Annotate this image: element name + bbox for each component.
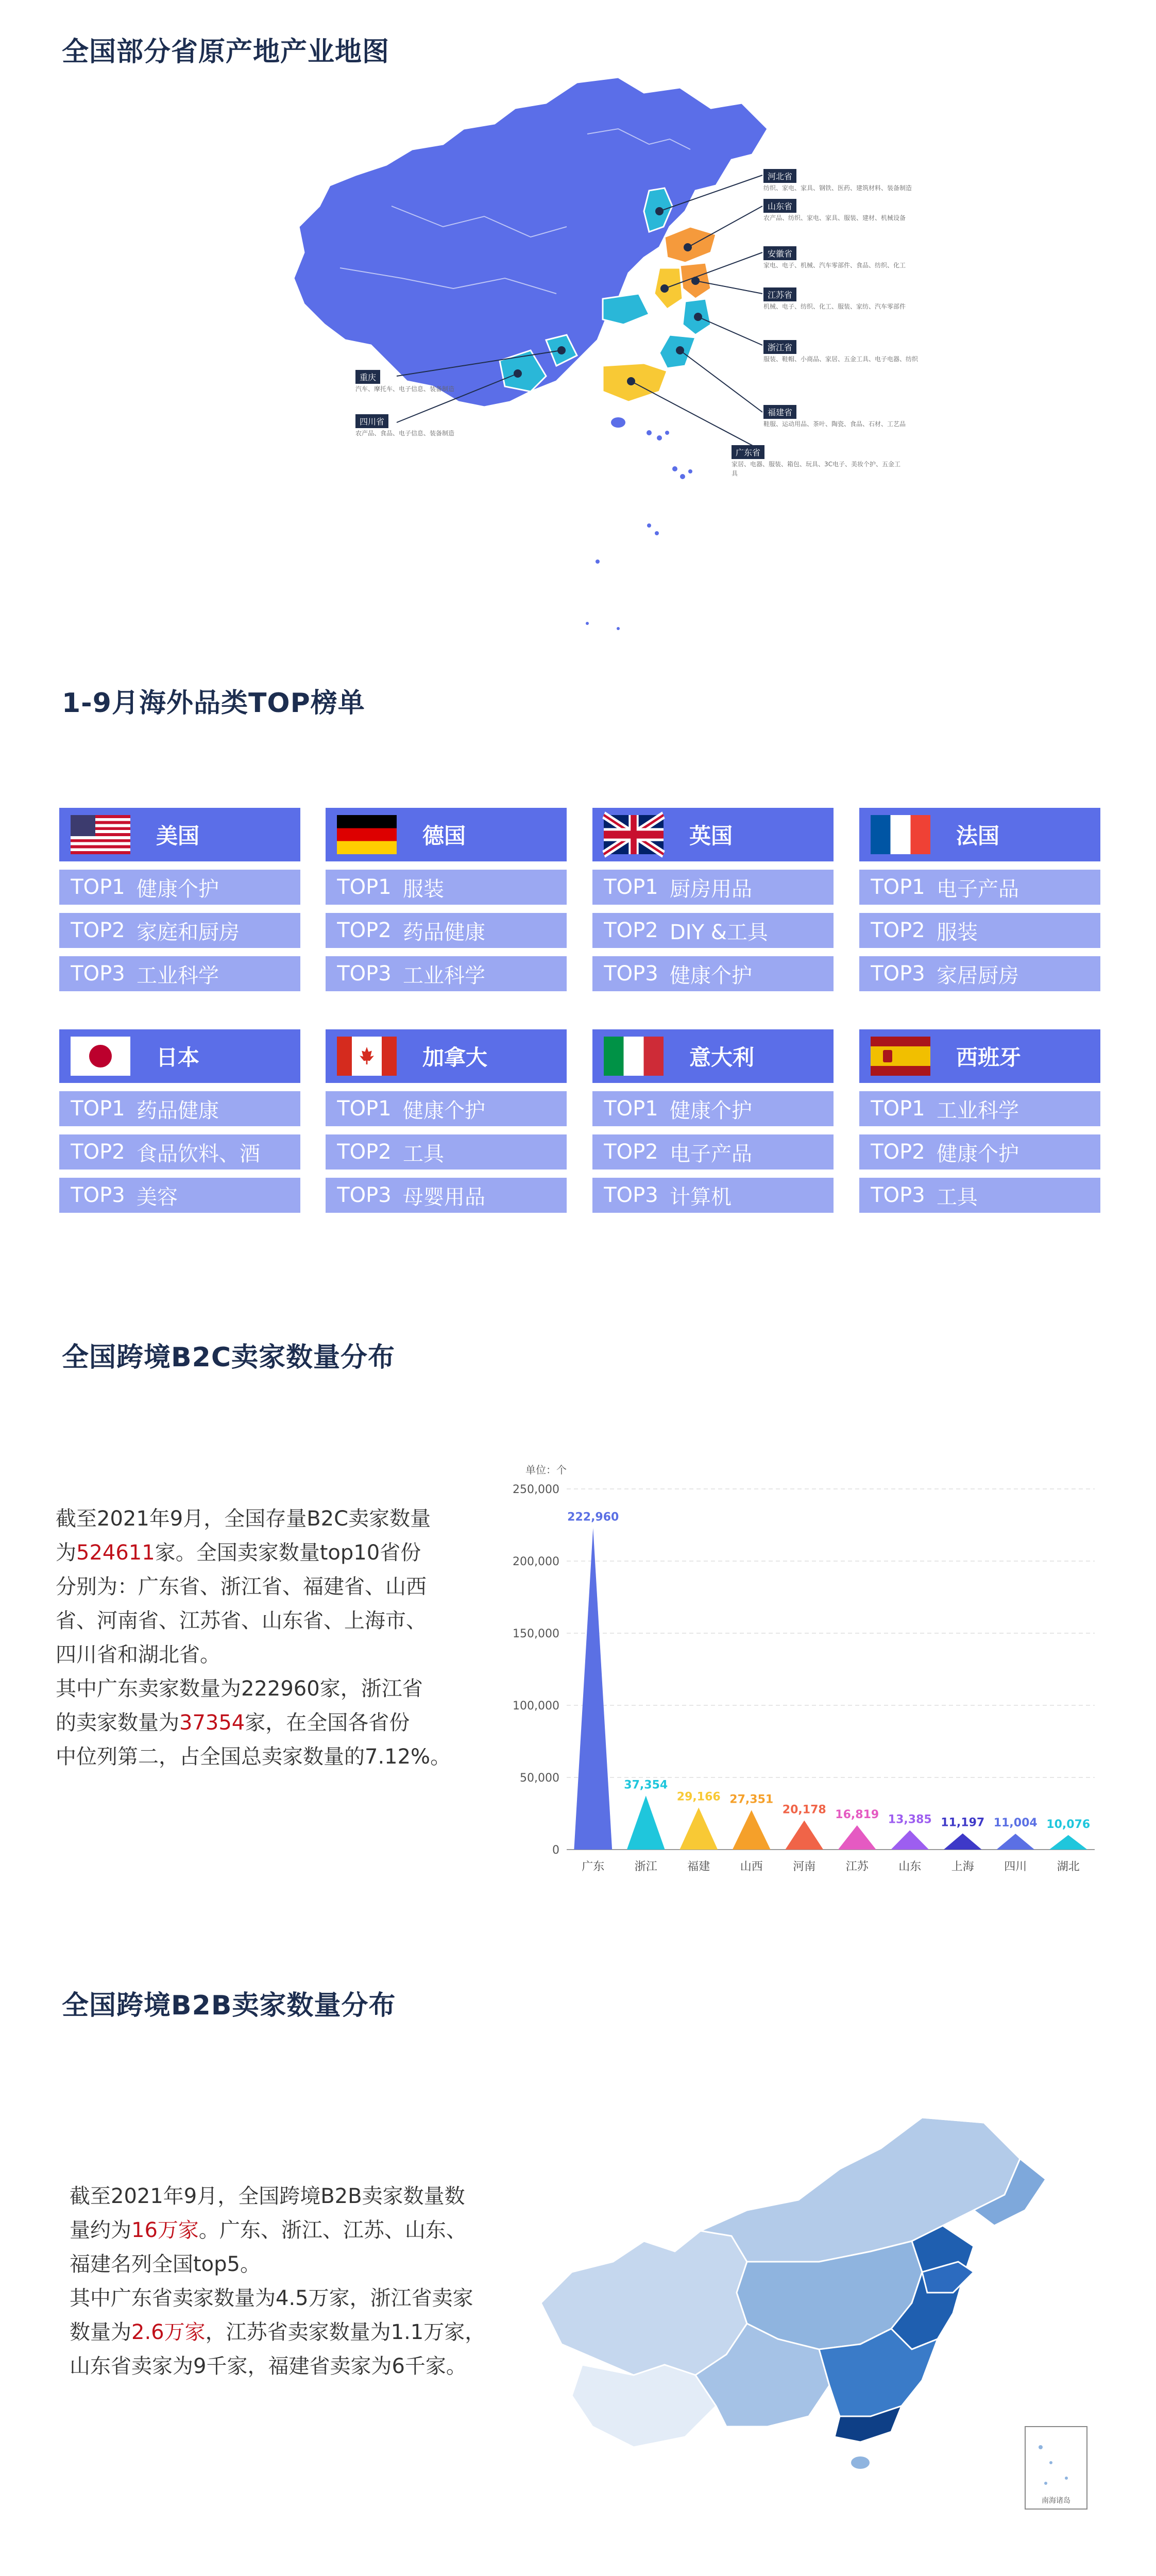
label-hebei-desc: 纺织、家电、家具、钢铁、医药、建筑材料、装备制造 — [763, 184, 912, 192]
para-text: 四川省和湖北省。 — [56, 1643, 220, 1667]
para-line — [56, 1672, 478, 1706]
category-name: 美容 — [137, 1185, 178, 1209]
country-name: 英国 — [689, 823, 733, 849]
category-rank: TOP3 — [604, 962, 658, 986]
label-sichuan-desc: 农产品、食品、电子信息、装备制造 — [355, 430, 455, 437]
category-name: 健康个护 — [403, 1098, 485, 1123]
country-card-jp — [59, 1029, 300, 1213]
category-row — [326, 1091, 567, 1126]
data-label: 29,166 — [676, 1790, 721, 1804]
bar — [733, 1810, 771, 1850]
x-tick-label: 广东 — [582, 1860, 605, 1873]
para-text: 家。全国卖家数量top10省份 — [155, 1541, 421, 1565]
bar — [996, 1834, 1034, 1850]
category-name: 服装 — [937, 920, 978, 944]
category-rank: TOP3 — [71, 962, 125, 986]
category-name: 健康个护 — [670, 963, 752, 988]
country-name: 德国 — [422, 823, 466, 849]
category-rank: TOP3 — [871, 1183, 925, 1207]
y-tick-label: 200,000 — [513, 1555, 559, 1568]
data-label: 27,351 — [729, 1793, 774, 1806]
para-highlight: 16万家 — [131, 2218, 199, 2242]
category-rank: TOP2 — [337, 919, 392, 942]
category-name: 服装 — [403, 877, 444, 901]
category-rank: TOP3 — [604, 1183, 658, 1207]
category-rank: TOP1 — [604, 875, 658, 899]
section3-paragraph — [56, 1502, 478, 1774]
section4-title: 全国跨境B2B卖家数量分布 — [62, 1990, 396, 2021]
category-name: 健康个护 — [937, 1142, 1019, 1166]
flag-uk-icon — [604, 815, 664, 854]
bar — [627, 1795, 665, 1850]
category-row — [326, 870, 567, 905]
country-name: 法国 — [956, 823, 1000, 849]
para-line — [56, 1570, 478, 1604]
card-header — [592, 808, 834, 861]
category-rank: TOP2 — [71, 1140, 125, 1164]
para-line — [70, 2281, 523, 2315]
flag-us-icon — [71, 815, 130, 854]
para-line — [56, 1536, 478, 1570]
para-line — [56, 1706, 478, 1740]
bar — [679, 1807, 718, 1850]
category-row — [326, 1134, 567, 1170]
data-label: 16,819 — [835, 1808, 879, 1821]
x-tick-label: 浙江 — [634, 1860, 657, 1873]
category-row — [592, 1134, 834, 1170]
para-line — [70, 2315, 523, 2349]
bar — [944, 1834, 982, 1850]
country-name: 意大利 — [689, 1045, 755, 1070]
category-rank: TOP2 — [71, 919, 125, 942]
para-line — [56, 1638, 478, 1672]
b2b-china-map — [531, 2107, 1108, 2545]
category-rank: TOP1 — [337, 1097, 392, 1121]
card-header — [59, 808, 300, 861]
label-fujian: 福建省 — [763, 405, 796, 419]
south-sea-label: 南海诸岛 — [1042, 2497, 1070, 2505]
label-zhejiang: 浙江省 — [763, 340, 796, 354]
label-chongqing: 重庆 — [355, 370, 380, 384]
label-hebei: 河北省 — [763, 169, 796, 183]
category-row — [326, 956, 567, 991]
category-row — [592, 956, 834, 991]
category-row — [859, 870, 1100, 905]
para-text: 截至2021年9月，全国跨境B2B卖家数量数 — [70, 2184, 465, 2208]
category-rank: TOP3 — [337, 962, 392, 986]
flag-ca-icon — [337, 1037, 397, 1076]
b2b-south-sea-inset — [1025, 2427, 1087, 2509]
country-card-uk — [592, 808, 834, 991]
category-name: 工业科学 — [137, 963, 219, 988]
category-rank: TOP1 — [604, 1097, 658, 1121]
category-name: 电子产品 — [937, 877, 1019, 901]
category-name: 药品健康 — [403, 920, 485, 944]
category-name: 工业科学 — [403, 963, 485, 988]
card-header — [859, 808, 1100, 861]
category-rank: TOP1 — [871, 875, 925, 899]
category-row — [59, 870, 300, 905]
category-row — [859, 913, 1100, 948]
country-card-es — [859, 1029, 1100, 1213]
category-name: 工具 — [403, 1142, 444, 1166]
y-tick-label: 250,000 — [513, 1483, 559, 1496]
card-header — [59, 1029, 300, 1083]
category-rank: TOP3 — [71, 1183, 125, 1207]
label-anhui: 安徽省 — [763, 246, 796, 260]
y-tick-label: 100,000 — [513, 1700, 559, 1713]
para-text: 中位列第二，占全国总卖家数量的7.12%。 — [56, 1745, 451, 1769]
country-card-fr — [859, 808, 1100, 991]
category-name: 母婴用品 — [403, 1185, 485, 1209]
category-row — [59, 1134, 300, 1170]
category-row — [859, 956, 1100, 991]
x-tick-label: 上海 — [951, 1860, 974, 1873]
para-highlight: 37354 — [179, 1711, 245, 1735]
category-row — [59, 1178, 300, 1213]
y-tick-label: 0 — [552, 1844, 559, 1857]
x-tick-label: 山东 — [898, 1860, 922, 1873]
label-shandong-desc: 农产品、纺织、家电、家具、服装、建材、机械设备 — [763, 214, 906, 222]
x-tick-label: 江苏 — [845, 1860, 869, 1873]
category-name: 药品健康 — [137, 1098, 219, 1123]
para-text: 山东省卖家为9千家，福建省卖家为6千家。 — [70, 2354, 467, 2378]
b2b-map-tibet — [572, 2365, 716, 2447]
category-rank: TOP3 — [871, 962, 925, 986]
para-text: 福建名列全国top5。 — [70, 2252, 261, 2276]
label-guangdong: 广东省 — [732, 445, 764, 459]
para-highlight: 524611 — [76, 1541, 155, 1565]
country-name: 美国 — [156, 823, 200, 849]
category-name: 工具 — [937, 1185, 978, 1209]
para-line — [70, 2247, 523, 2281]
category-name: 健康个护 — [670, 1098, 752, 1123]
category-rank: TOP1 — [871, 1097, 925, 1121]
data-label: 10,076 — [1046, 1818, 1091, 1831]
category-rank: TOP1 — [71, 875, 125, 899]
section1-title: 全国部分省原产地产业地图 — [62, 37, 390, 67]
para-line — [56, 1502, 478, 1536]
flag-fr-icon — [871, 815, 930, 854]
bar — [838, 1825, 876, 1850]
y-tick-label: 50,000 — [520, 1772, 559, 1785]
card-header — [326, 808, 567, 861]
category-rank: TOP2 — [604, 919, 658, 942]
chart-unit: 单位：个 — [525, 1464, 567, 1476]
label-guangdong-desc: 家居、电器、服装、箱包、玩具、3C电子、美妆个护、五金工具 — [732, 461, 901, 477]
category-row — [859, 1134, 1100, 1170]
flag-es-icon — [871, 1037, 930, 1076]
para-text: 的卖家数量为 — [56, 1711, 179, 1735]
data-label: 13,385 — [888, 1813, 932, 1826]
category-row — [59, 1091, 300, 1126]
label-jiangsu-desc: 机械、电子、纺织、化工、服装、家纺、汽车零部件 — [763, 303, 906, 310]
b2c-province-chart — [489, 1437, 1108, 1873]
category-name: 家居厨房 — [937, 963, 1019, 988]
category-rank: TOP3 — [337, 1183, 392, 1207]
flag-jp-icon — [71, 1037, 130, 1076]
category-rank: TOP1 — [71, 1097, 125, 1121]
para-text: 家，在全国各省份 — [245, 1711, 410, 1735]
card-header — [326, 1029, 567, 1083]
card-header — [592, 1029, 834, 1083]
para-text: 。广东、浙江、江苏、山东、 — [198, 2218, 467, 2242]
category-name: 工业科学 — [937, 1098, 1019, 1123]
para-line — [70, 2213, 523, 2247]
section2-title: 1-9月海外品类TOP榜单 — [62, 688, 365, 719]
para-text: 数量为 — [70, 2320, 131, 2344]
label-sichuan: 四川省 — [355, 414, 388, 428]
para-text: 截至2021年9月，全国存量B2C卖家数量 — [56, 1507, 431, 1531]
bar — [574, 1528, 612, 1850]
para-text: 其中广东省卖家数量为4.5万家，浙江省卖家 — [70, 2286, 473, 2310]
label-shandong: 山东省 — [763, 199, 796, 213]
label-jiangsu: 江苏省 — [763, 287, 796, 301]
category-row — [859, 1091, 1100, 1126]
category-row — [326, 1178, 567, 1213]
flag-it-icon — [604, 1037, 664, 1076]
label-chongqing-desc: 汽车、摩托车、电子信息、装备制造 — [355, 385, 455, 393]
category-row — [859, 1178, 1100, 1213]
card-header — [859, 1029, 1100, 1083]
category-rank: TOP2 — [871, 1140, 925, 1164]
label-anhui-desc: 家电、电子、机械、汽车零部件、食品、纺织、化工 — [763, 262, 906, 269]
para-highlight: 2.6万家 — [131, 2320, 206, 2344]
category-name: 食品饮料、酒 — [137, 1142, 260, 1166]
category-rank: TOP2 — [871, 919, 925, 942]
x-tick-label: 河南 — [793, 1860, 816, 1873]
b2b-map-west — [541, 2231, 747, 2375]
bar — [891, 1831, 929, 1850]
data-label: 11,197 — [941, 1816, 985, 1829]
x-tick-label: 山西 — [740, 1860, 763, 1873]
category-rank: TOP2 — [604, 1140, 658, 1164]
para-line — [70, 2349, 523, 2383]
label-fujian-desc: 鞋服、运动用品、茶叶、陶瓷、食品、石材、工艺品 — [763, 420, 906, 428]
data-label: 11,004 — [993, 1817, 1038, 1830]
category-name: 健康个护 — [137, 877, 219, 901]
section3-title: 全国跨境B2C卖家数量分布 — [62, 1342, 395, 1373]
category-name: 计算机 — [670, 1185, 732, 1209]
country-name: 加拿大 — [422, 1045, 488, 1070]
country-name: 日本 — [156, 1045, 200, 1070]
category-row — [592, 1178, 834, 1213]
bar — [785, 1821, 823, 1850]
country-card-us — [59, 808, 300, 991]
y-tick-label: 150,000 — [513, 1628, 559, 1640]
data-label: 20,178 — [782, 1803, 826, 1817]
para-text: ，江苏省卖家数量为1.1万家， — [205, 2320, 486, 2344]
country-name: 西班牙 — [956, 1045, 1022, 1070]
category-row — [592, 870, 834, 905]
map-hubei — [603, 294, 649, 325]
country-card-de — [326, 808, 567, 991]
para-text: 其中广东卖家数量为222960家，浙江省 — [56, 1677, 423, 1701]
category-name: 电子产品 — [670, 1142, 752, 1166]
bar — [1049, 1835, 1087, 1850]
category-row — [326, 913, 567, 948]
x-tick-label: 湖北 — [1057, 1860, 1080, 1873]
label-zhejiang-desc: 服装、鞋帽、小商品、家居、五金工具、电子电器、纺织 — [763, 355, 919, 363]
para-line — [56, 1604, 478, 1638]
para-line — [56, 1740, 478, 1774]
flag-de-icon — [337, 815, 397, 854]
category-name: DIY &工具 — [670, 920, 768, 944]
category-name: 家庭和厨房 — [137, 920, 240, 944]
country-card-it — [592, 1029, 834, 1213]
category-row — [59, 956, 300, 991]
para-text: 分别为：广东省、浙江省、福建省、山西 — [56, 1575, 427, 1599]
x-tick-label: 福建 — [687, 1860, 710, 1873]
category-row — [592, 1091, 834, 1126]
para-text: 省、河南省、江苏省、山东省、上海市、 — [56, 1609, 427, 1633]
category-row — [59, 913, 300, 948]
data-label: 222,960 — [567, 1511, 619, 1524]
country-card-ca — [326, 1029, 567, 1213]
para-text: 为 — [56, 1541, 76, 1565]
category-row — [592, 913, 834, 948]
category-rank: TOP1 — [337, 875, 392, 899]
data-label: 37,354 — [624, 1778, 668, 1792]
section4-paragraph — [70, 2179, 523, 2383]
para-text: 量约为 — [70, 2218, 131, 2242]
category-rank: TOP2 — [337, 1140, 392, 1164]
x-tick-label: 四川 — [1004, 1860, 1027, 1873]
para-line — [70, 2179, 523, 2213]
category-name: 厨房用品 — [670, 877, 752, 901]
